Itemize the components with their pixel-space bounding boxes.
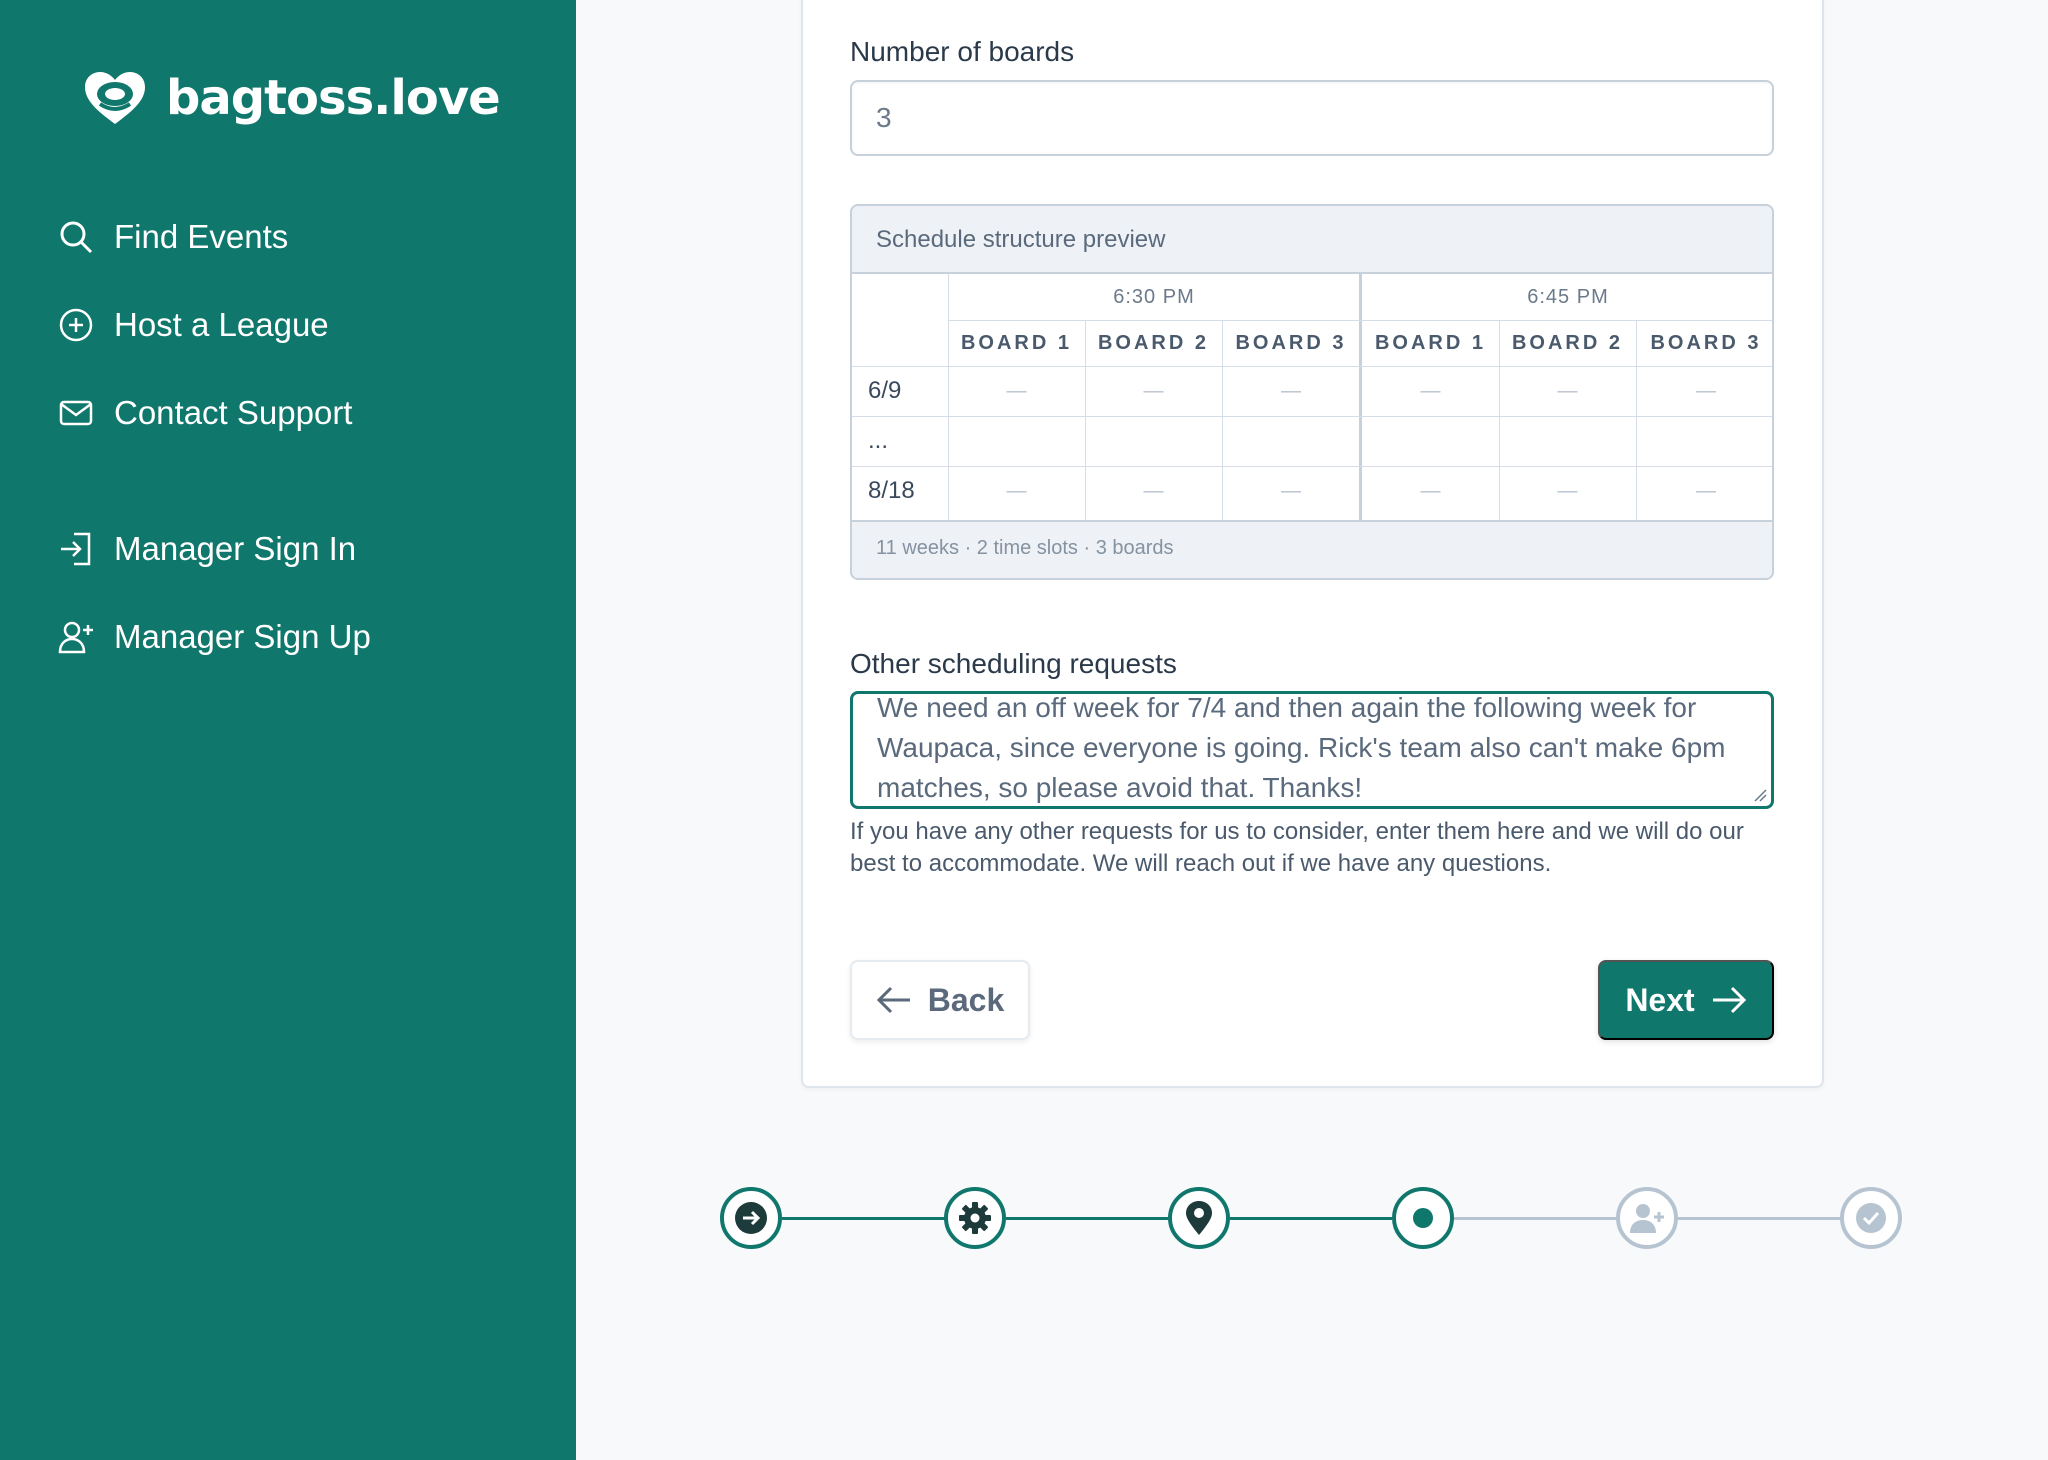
schedule-cell: — (1281, 479, 1301, 502)
schedule-cell: — (1696, 479, 1716, 502)
schedule-preview (850, 204, 1774, 580)
nav-contact-support[interactable] (58, 394, 352, 432)
next-button[interactable] (1598, 960, 1774, 1040)
nav-label: Host a League (114, 306, 329, 343)
back-label: Back (927, 981, 1005, 1018)
board-header: BOARD 3 (1650, 331, 1762, 354)
check-icon (1855, 1202, 1887, 1234)
requests-help-text: If you have any other requests for us to consider, enter them here and we will do our best to accommodate. We will reach out if we have any questions. (850, 818, 1744, 877)
arrow-right-icon (734, 1201, 768, 1235)
resize-handle-icon[interactable] (1753, 788, 1767, 802)
nav-label: Find Events (114, 218, 289, 255)
grid-line (1636, 320, 1637, 520)
step-4[interactable] (1392, 1187, 1454, 1249)
row-date: 6/9 (868, 377, 902, 404)
step-1[interactable] (720, 1187, 782, 1249)
schedule-cell: — (1143, 379, 1164, 402)
step-connector (1454, 1217, 1616, 1220)
user-plus-icon (1629, 1202, 1665, 1234)
schedule-cell: — (1143, 479, 1164, 502)
step-connector (782, 1217, 945, 1220)
time-slot-header: 6:45 PM (1527, 285, 1609, 308)
next-label: Next (1625, 981, 1695, 1018)
grid-line (852, 366, 1774, 367)
logo[interactable] (82, 70, 500, 126)
grid-line (1499, 320, 1500, 520)
grid-line (1359, 274, 1362, 520)
requests-label: Other scheduling requests (850, 648, 1177, 679)
schedule-grid (852, 272, 1774, 522)
schedule-cell: — (1557, 479, 1578, 502)
grid-line (948, 274, 949, 520)
board-header: BOARD 2 (1511, 331, 1623, 354)
sidebar (0, 0, 576, 1460)
back-button[interactable] (850, 960, 1030, 1040)
time-slot-header: 6:30 PM (1113, 285, 1195, 308)
step-3[interactable] (1168, 1187, 1230, 1249)
schedule-cell: — (1006, 479, 1027, 502)
grid-line (1222, 320, 1223, 520)
step-6[interactable] (1840, 1187, 1902, 1249)
heart-logo-icon (82, 70, 148, 126)
boards-value: 3 (876, 102, 892, 133)
location-pin-icon (1184, 1200, 1214, 1236)
board-header: BOARD 3 (1235, 331, 1347, 354)
boards-label: Number of boards (850, 36, 1075, 67)
schedule-cell: — (1696, 379, 1716, 402)
step-connector (1006, 1217, 1168, 1220)
gear-icon (958, 1201, 992, 1235)
preview-title: Schedule structure preview (876, 226, 1166, 253)
dot-icon (1412, 1207, 1434, 1229)
schedule-cell: — (1557, 379, 1578, 402)
grid-line (1085, 320, 1086, 520)
grid-line (948, 320, 1774, 321)
step-2[interactable] (944, 1187, 1006, 1249)
nav-find-events[interactable] (58, 218, 288, 256)
step-connector (1230, 1217, 1392, 1220)
arrow-left-icon (876, 985, 912, 1015)
step-connector (1678, 1217, 1841, 1220)
step-5[interactable] (1616, 1187, 1678, 1249)
nav-label: Contact Support (114, 394, 353, 431)
boards-input[interactable] (850, 80, 1774, 156)
grid-line (852, 466, 1774, 467)
requests-textarea[interactable] (850, 691, 1774, 809)
board-header: BOARD 1 (960, 331, 1072, 354)
nav-manager-sign-in[interactable] (58, 530, 356, 568)
row-date: ... (868, 427, 889, 454)
schedule-cell: — (1420, 379, 1441, 402)
arrow-right-icon (1711, 985, 1747, 1015)
row-date: 8/18 (868, 477, 915, 504)
schedule-cell: — (1420, 479, 1441, 502)
logo-text: bagtoss.love (166, 70, 500, 126)
board-header: BOARD 2 (1097, 331, 1209, 354)
nav-manager-sign-up[interactable] (58, 618, 371, 656)
nav-label: Manager Sign In (114, 530, 357, 567)
grid-line (852, 416, 1774, 417)
mail-icon (58, 395, 94, 431)
plus-circle-icon (58, 307, 94, 343)
requests-value: We need an off week for 7/4 and then again the following week for Waupaca, since everyone is going. Rick's team also can't make 6pm matches, so please avoid that. Thanks! (877, 692, 1726, 803)
search-icon (58, 219, 94, 255)
nav-label: Manager Sign Up (114, 618, 371, 655)
preview-summary: 11 weeks · 2 time slots · 3 boards (876, 537, 1174, 559)
sign-in-icon (58, 531, 94, 567)
user-plus-icon (58, 619, 94, 655)
nav-host-league[interactable] (58, 306, 329, 344)
schedule-cell: — (1006, 379, 1027, 402)
schedule-cell: — (1281, 379, 1301, 402)
board-header: BOARD 1 (1374, 331, 1486, 354)
